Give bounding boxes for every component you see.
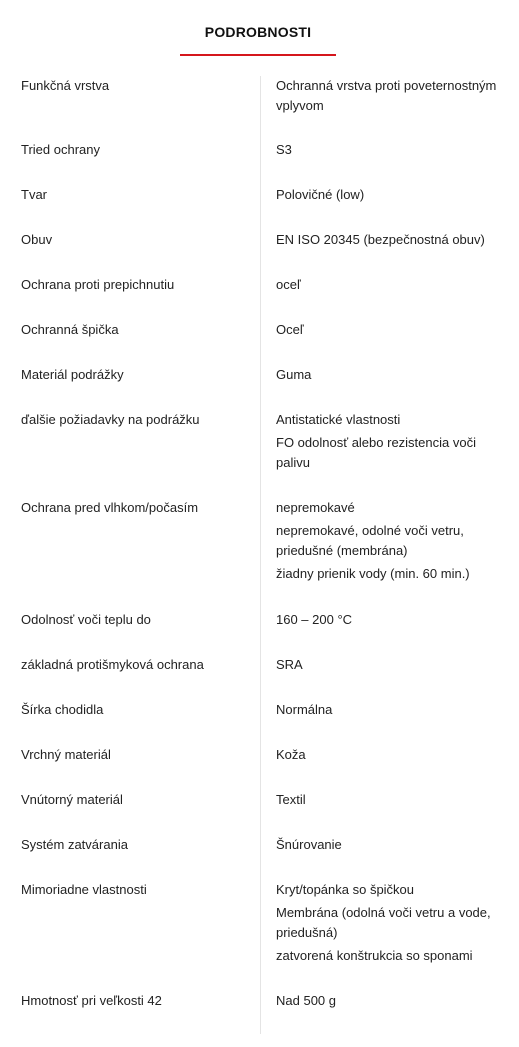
detail-values — [276, 365, 512, 388]
detail-values — [276, 410, 512, 476]
detail-label: Šírka chodidla — [21, 702, 104, 717]
detail-value: Normálna — [276, 702, 333, 717]
tab-active-indicator — [180, 54, 336, 56]
detail-label: Hmotnosť pri veľkosti 42 — [21, 993, 162, 1008]
detail-value: SRA — [276, 657, 303, 672]
detail-value: Šnúrovanie — [276, 837, 342, 852]
detail-label: ďalšie požiadavky na podrážku — [21, 412, 200, 427]
detail-value: nepremokavé, odolné voči vetru, priedušné (membrána) — [276, 523, 464, 558]
detail-value: FO odolnosť alebo rezistencia voči palivu — [276, 435, 476, 470]
detail-values — [276, 880, 512, 969]
tab-details[interactable]: PODROBNOSTI — [204, 24, 312, 40]
detail-value: Membrána (odolná voči vetru a vode, priedušná) — [276, 905, 491, 940]
detail-values — [276, 835, 512, 858]
detail-value: Textil — [276, 792, 306, 807]
detail-value: Guma — [276, 367, 312, 382]
detail-label: Vnútorný materiál — [21, 792, 123, 807]
detail-label: Tvar — [21, 187, 47, 202]
detail-label: Ochrana proti prepichnutiu — [21, 277, 175, 292]
detail-value: oceľ — [276, 277, 301, 292]
detail-value: zatvorená konštrukcia so sponami — [276, 948, 473, 963]
detail-value: Oceľ — [276, 322, 304, 337]
detail-value: Polovičné (low) — [276, 187, 365, 202]
detail-value: nepremokavé — [276, 500, 355, 515]
detail-values — [276, 498, 512, 587]
detail-label: základná protišmyková ochrana — [21, 657, 204, 672]
detail-label: Ochrana pred vlhkom/počasím — [21, 500, 199, 515]
detail-values — [276, 991, 512, 1014]
detail-label: Tried ochrany — [21, 142, 100, 157]
detail-values — [276, 185, 512, 208]
detail-value: 160 – 200 °C — [276, 612, 353, 627]
detail-values — [276, 745, 512, 768]
detail-value: žiadny prienik vody (min. 60 min.) — [276, 566, 470, 581]
detail-value: EN ISO 20345 (bezpečnostná obuv) — [276, 232, 485, 247]
detail-label: Materiál podrážky — [21, 367, 124, 382]
detail-values — [276, 275, 512, 298]
detail-values — [276, 140, 512, 163]
column-divider — [260, 76, 261, 1034]
detail-value: Ochranná vrstva proti poveternostným vplyvom — [276, 78, 497, 113]
detail-label: Odolnosť voči teplu do — [21, 612, 151, 627]
detail-values — [276, 230, 512, 253]
details-table — [0, 76, 519, 1034]
detail-label: Obuv — [21, 232, 53, 247]
detail-value: Koža — [276, 747, 306, 762]
detail-values — [276, 320, 512, 343]
detail-values — [276, 655, 512, 678]
detail-label: Ochranná špička — [21, 322, 119, 337]
detail-values — [276, 76, 512, 119]
detail-value: Antistatické vlastnosti — [276, 412, 401, 427]
detail-label: Funkčná vrstva — [21, 78, 110, 93]
detail-values — [276, 790, 512, 813]
detail-label: Systém zatvárania — [21, 837, 128, 852]
detail-value: S3 — [276, 142, 292, 157]
detail-label: Mimoriadne vlastnosti — [21, 882, 147, 897]
detail-value: Nad 500 g — [276, 993, 336, 1008]
detail-values — [276, 700, 512, 723]
detail-value: Kryt/topánka so špičkou — [276, 882, 415, 897]
details-tab-header — [0, 0, 519, 60]
detail-values — [276, 610, 512, 633]
detail-label: Vrchný materiál — [21, 747, 111, 762]
